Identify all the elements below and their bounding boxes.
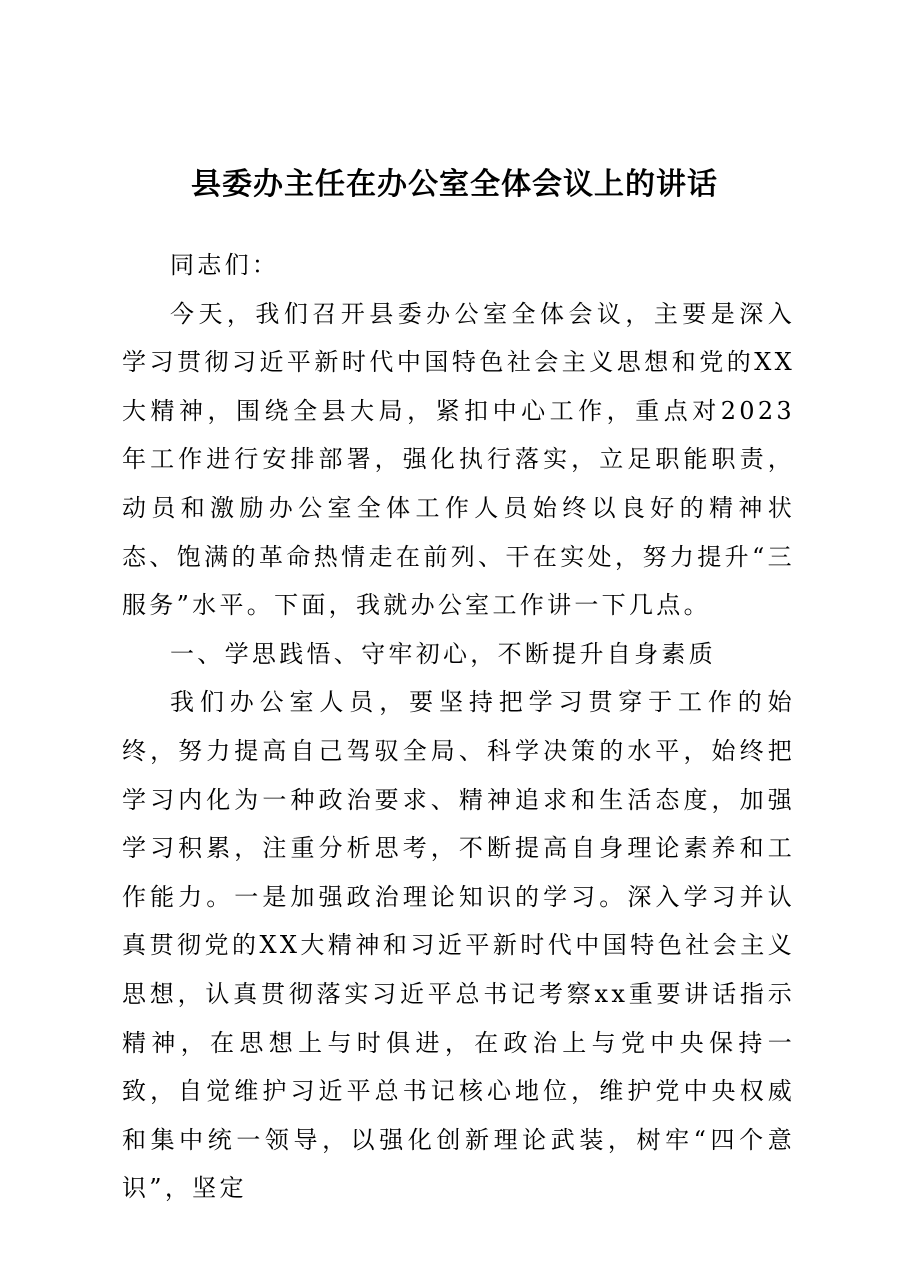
document-body — [122, 241, 795, 1213]
section-heading-1: 一、学思践悟、守牢初心，不断提升自身素质 — [170, 639, 716, 668]
document-title: 县委办主任在办公室全体会议上的讲话 — [191, 167, 718, 202]
paragraph-section-1: 我们办公室人员，要坚持把学习贯穿于工作的始终，努力提高自己驾驭全局、科学决策的水平，始终把学习内化为一种政治要求、精神追求和生活态度，加强学习积累，注重分析思考，不断提高自身理论素养和工作能力。一是加强政治理论知识的学习。深入学习并认真贯彻党的XX大精神和习近平新时代中国特色社会主义思想，认真贯彻落实习近平总书记考察xx重要讲话指示精神，在思想上与时俱进，在政治上与党中央保持一致，自觉维护习近平总书记核心地位，维护党中央权威和集中统一领导，以强化创新理论武装，树牢“四个意识”，坚定 — [122, 688, 795, 1203]
salutation: 同志们： — [170, 251, 280, 279]
paragraph-intro: 今天，我们召开县委办公室全体会议，主要是深入学习贯彻习近平新时代中国特色社会主义思想和党的XX大精神，围绕全县大局，紧扣中心工作，重点对2023年工作进行安排部署，强化执行落实，立足职能职责，动员和激励办公室全体工作人员始终以良好的精神状态、饱满的革命热情走在前列、干在实处，努力提升“三服务”水平。下面，我就办公室工作讲一下几点。 — [122, 299, 795, 620]
